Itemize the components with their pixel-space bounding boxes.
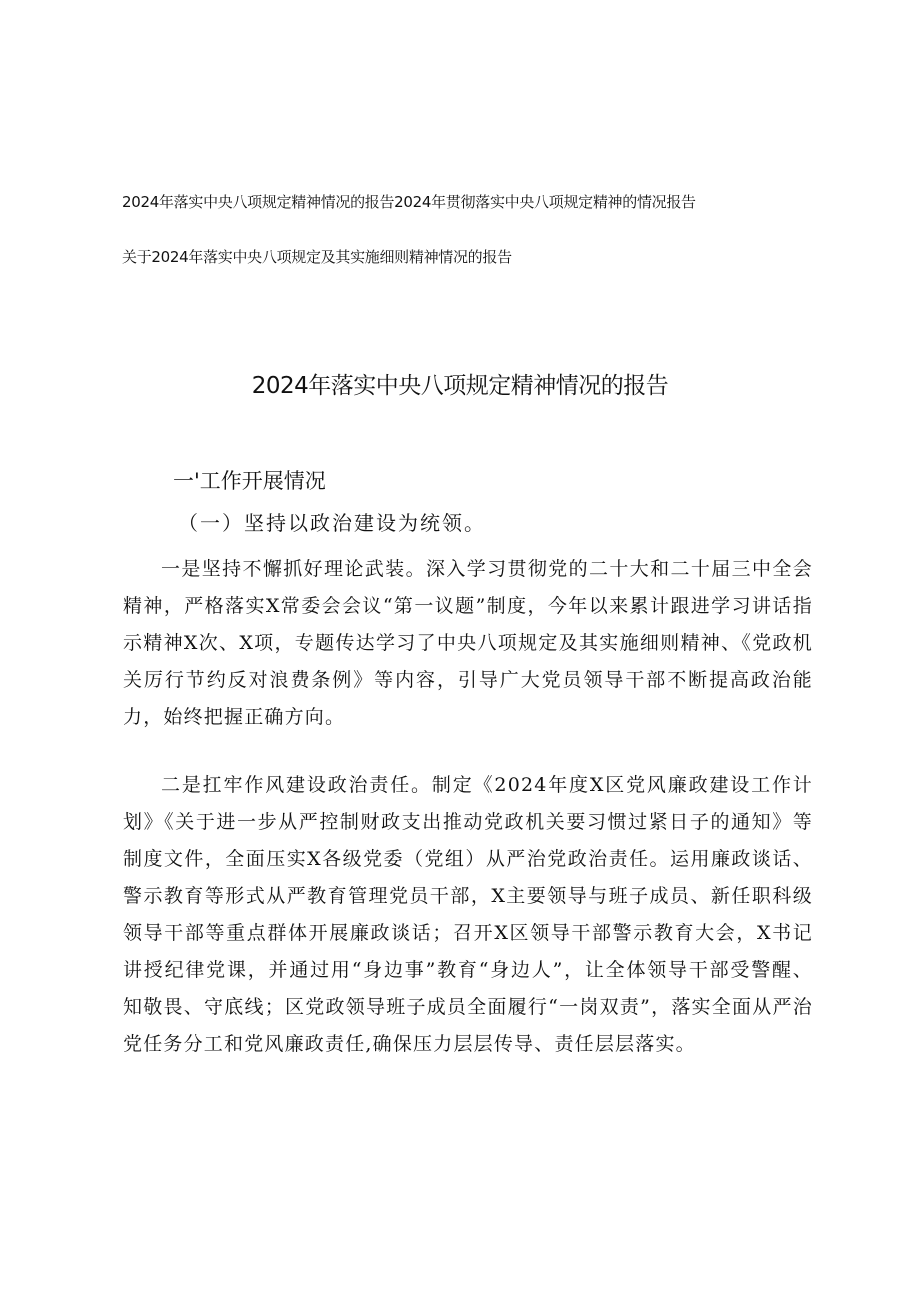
body-paragraph-1: 一是坚持不懈抓好理论武装。深入学习贯彻党的二十大和二十届三中全会精神，严格落实X常委会会议“第一议题”制度，今年以来累计跟进学习讲话指示精神X次、X项，专题传达学习了中央八项规定及其实施细则精神、《党政机关厉行节约反对浪费条例》等内容，引导广大党员领导干部不断提高政治能力，始终把握正确方向。: [123, 558, 813, 728]
section-heading: 一'工作开展情况: [173, 469, 326, 493]
body-paragraph-2: 二是扛牢作风建设政治责任。制定《2024年度X区党风廉政建设工作计划》《关于进一步从严控制财政支出推动党政机关要习惯过紧日子的通知》等制度文件，全面压实X各级党委（党组）从严治党政治责任。运用廉政谈话、警示教育等形式从严教育管理党员干部，X主要领导与班子成员、新任职科级领导干部等重点群体开展廉政谈话；召开X区领导干部警示教育大会，X书记讲授纪律党课，并通过用“身边事”教育“身边人”，让全体领导干部受警醒、知敬畏、守底线；区党政领导班子成员全面履行“一岗双责”，落实全面从严治党任务分工和党风廉政责任,确保压力层层传导、责任层层落实。: [123, 774, 813, 1055]
document-title: 2024年落实中央八项规定精神情况的报告: [251, 373, 669, 399]
sub-heading: （一）坚持以政治建设为统领。: [178, 511, 486, 535]
toc-line-1: 2024年落实中央八项规定精神情况的报告2024年贯彻落实中央八项规定精神的情况报告: [122, 193, 696, 211]
toc-line-2: 关于2024年落实中央八项规定及其实施细则精神情况的报告: [122, 248, 512, 266]
